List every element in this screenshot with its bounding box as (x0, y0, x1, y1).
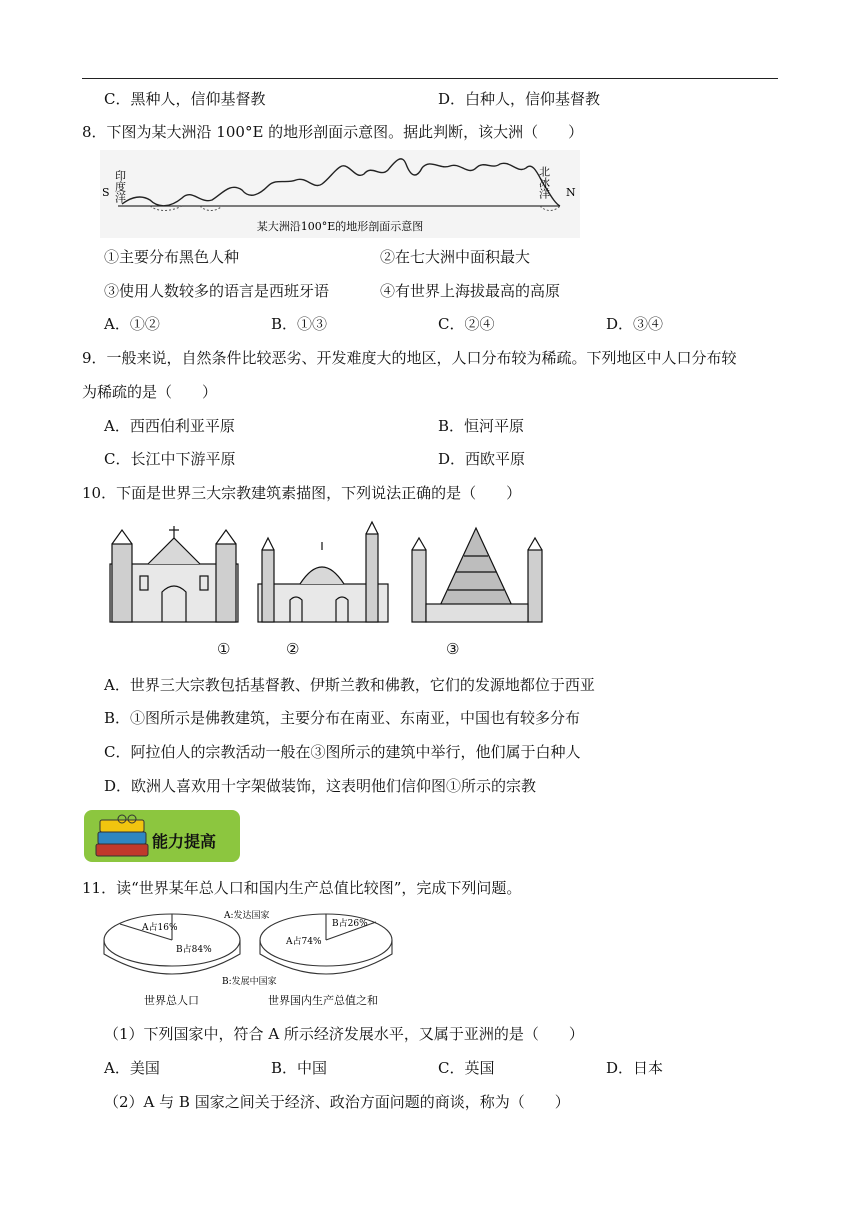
q10-option-d[interactable]: D．欧洲人喜欢用十字架做装饰，这表明他们信仰图①所示的宗教 (104, 777, 537, 795)
pie2-a-label: A占74% (286, 937, 322, 947)
pie1-a-label: A占16% (142, 923, 178, 933)
q10-option-a[interactable]: A．世界三大宗教包括基督教、伊斯兰教和佛教，它们的发源地都位于西亚 (104, 676, 595, 694)
pie2-b-label: B占26% (332, 919, 368, 929)
terrain-profile-figure (100, 150, 580, 238)
q8-option-a[interactable]: A．①② (104, 315, 160, 333)
q9-option-a[interactable]: A．西西伯利亚平原 (104, 417, 235, 435)
q8-statement-4: ④有世界上海拔最高的高原 (380, 282, 561, 300)
q7-option-c[interactable]: C．黑种人，信仰基督教 (104, 90, 266, 108)
profile-s-label: S (102, 186, 110, 199)
q8-stem: 8．下图为某大洲沿 100°E 的地形剖面示意图。据此判断，该大洲（ ） (82, 123, 584, 141)
q11-stem: 11．读“世界某年总人口和国内生产总值比较图”，完成下列问题。 (82, 879, 522, 897)
q9-stem-line1: 9．一般来说，自然条件比较恶劣、开发难度大的地区，人口分布较为稀疏。下列地区中人口分布较 (82, 349, 737, 367)
q9-option-d[interactable]: D．西欧平原 (438, 450, 526, 468)
q9-option-b[interactable]: B．恒河平原 (438, 417, 525, 435)
q9-stem-line2: 为稀疏的是（ ） (82, 383, 218, 401)
profile-caption: 某大洲沿100°E的地形剖面示意图 (256, 220, 424, 233)
q11-option-d[interactable]: D．日本 (606, 1059, 664, 1077)
pie-comparison-figure (100, 904, 396, 1008)
religious-buildings-figure (104, 520, 550, 630)
profile-left-ocean: 印度洋 (113, 170, 127, 203)
q8-option-d[interactable]: D．③④ (606, 315, 664, 333)
figure-label-1: ① (217, 640, 231, 658)
q8-statement-3: ③使用人数较多的语言是西班牙语 (104, 282, 330, 300)
figure-label-3: ③ (446, 640, 460, 658)
legend-a: A:发达国家 (224, 911, 270, 921)
profile-n-label: N (566, 186, 576, 199)
pie2-caption: 世界国内生产总值之和 (268, 994, 378, 1007)
q10-stem: 10．下面是世界三大宗教建筑素描图，下列说法正确的是（ ） (82, 484, 522, 502)
books-icon (92, 814, 152, 860)
section-badge-label: 能力提高 (152, 832, 217, 851)
legend-b: B:发展中国家 (222, 977, 277, 987)
q11-option-a[interactable]: A．美国 (104, 1059, 160, 1077)
mosque-sketch (258, 522, 388, 622)
q11-option-b[interactable]: B．中国 (271, 1059, 328, 1077)
q8-statement-2: ②在七大洲中面积最大 (380, 248, 531, 266)
q8-statement-1: ①主要分布黑色人种 (104, 248, 240, 266)
q10-option-b[interactable]: B．①图所示是佛教建筑，主要分布在南亚、东南亚，中国也有较多分布 (104, 709, 581, 727)
profile-right-ocean: 北冰洋 (537, 166, 551, 199)
q11-sub2: （2）A 与 B 国家之间关于经济、政治方面问题的商谈，称为（ ） (104, 1093, 570, 1111)
q11-sub1: （1）下列国家中，符合 A 所示经济发展水平，又属于亚洲的是（ ） (104, 1025, 584, 1043)
pie1-caption: 世界总人口 (144, 994, 199, 1007)
q9-option-c[interactable]: C．长江中下游平原 (104, 450, 236, 468)
figure-label-2: ② (286, 640, 300, 658)
q8-option-b[interactable]: B．①③ (271, 315, 328, 333)
pie1-b-label: B占84% (176, 945, 212, 955)
q11-option-c[interactable]: C．英国 (438, 1059, 495, 1077)
q7-option-d[interactable]: D．白种人，信仰基督教 (438, 90, 601, 108)
header-rule (82, 78, 778, 79)
q8-option-c[interactable]: C．②④ (438, 315, 495, 333)
pagoda-sketch (412, 528, 542, 622)
q10-option-c[interactable]: C．阿拉伯人的宗教活动一般在③图所示的建筑中举行，他们属于白种人 (104, 743, 581, 761)
church-sketch (110, 526, 238, 622)
